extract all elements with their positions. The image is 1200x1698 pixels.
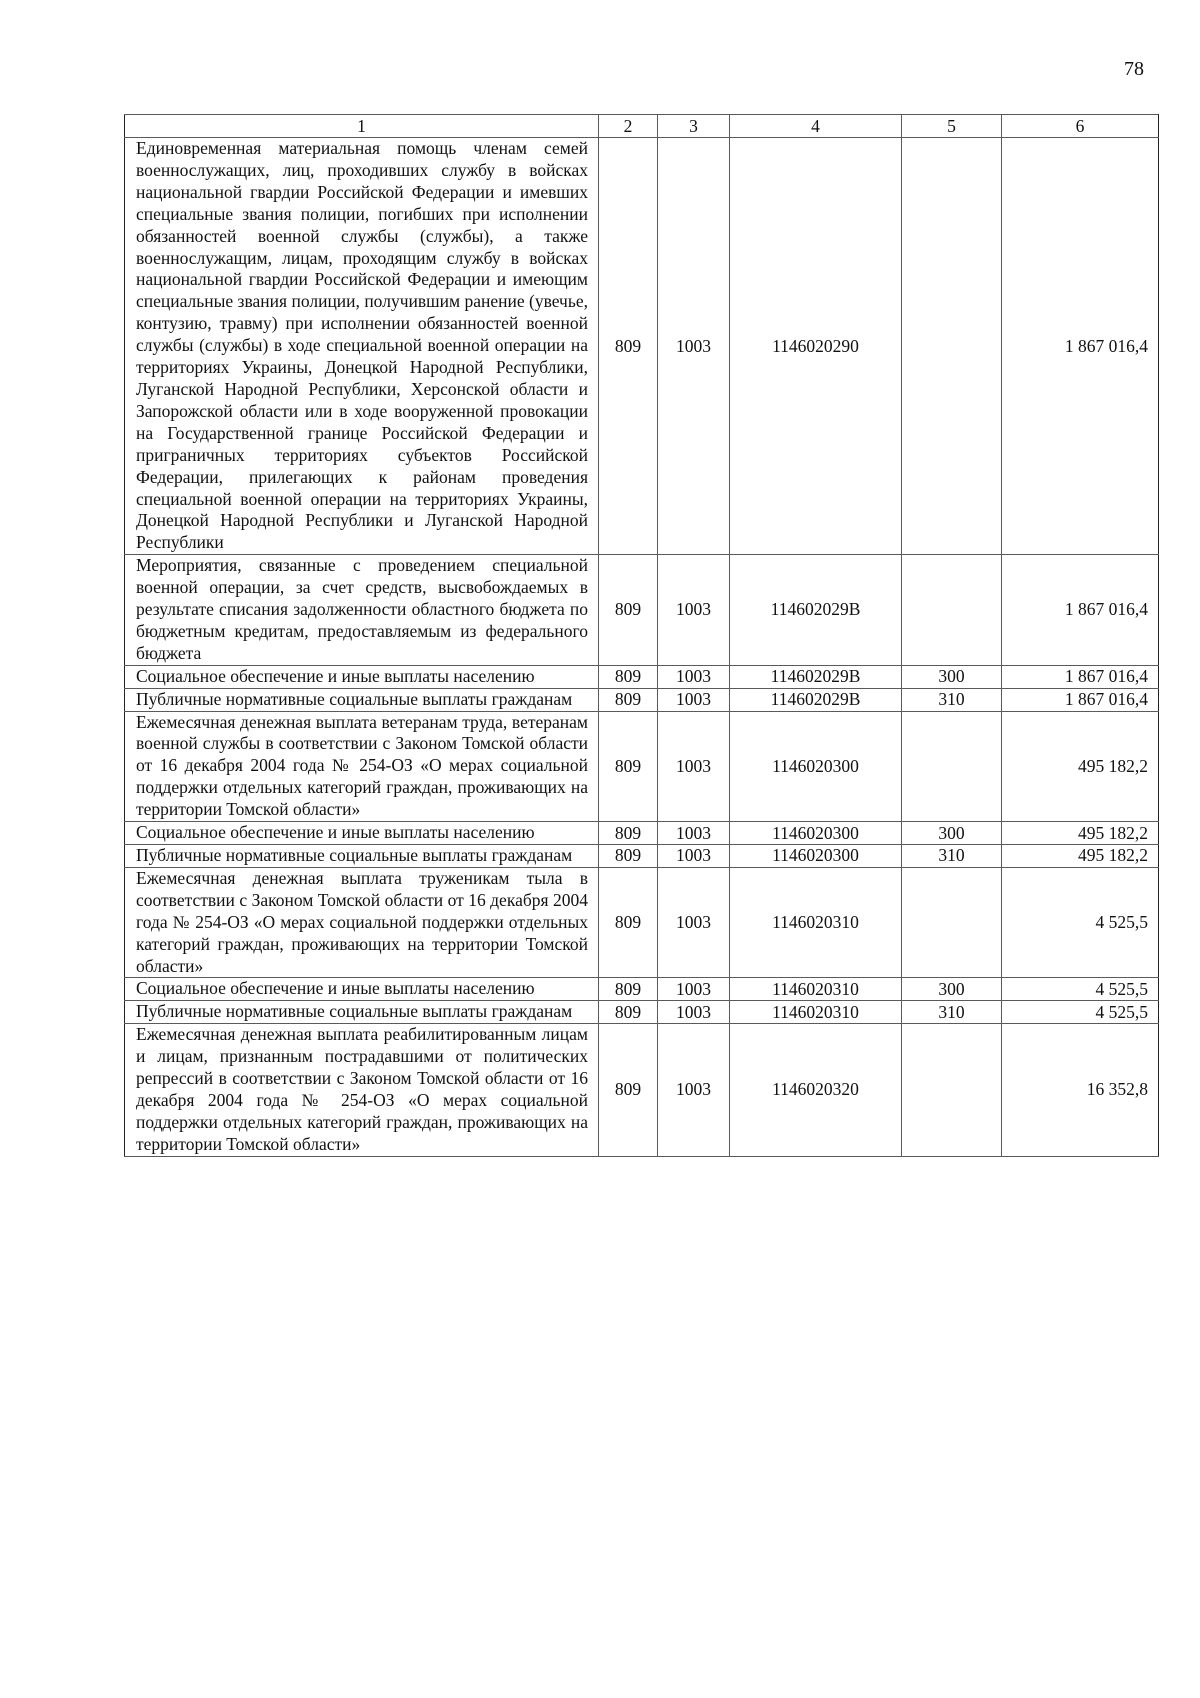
row-amount: 495 182,2 — [1002, 822, 1159, 845]
row-code-1003: 1003 — [658, 688, 730, 711]
header-cell-6: 6 — [1002, 115, 1159, 138]
table-row — [125, 1001, 1159, 1024]
row-target-code: 1146020320 — [730, 1024, 902, 1156]
row-code-1003: 1003 — [658, 845, 730, 868]
row-target-code: 114602029В — [730, 665, 902, 688]
row-expense-type: 310 — [902, 1001, 1002, 1024]
page-number: 78 — [1124, 58, 1144, 80]
row-code-809: 809 — [599, 978, 658, 1001]
row-amount: 4 525,5 — [1002, 978, 1159, 1001]
row-target-code: 1146020310 — [730, 1001, 902, 1024]
row-code-809: 809 — [599, 711, 658, 822]
row-code-809: 809 — [599, 138, 658, 555]
row-description: Ежемесячная денежная выплата ветеранам труда, ветеранам военной службы в соответствии с Законом Томской области от 16 декабря 2004 года № 254-ОЗ «О мерах социальной поддержки отдельных категорий граждан, проживающих на территории Томской области» — [125, 711, 599, 822]
row-expense-type: 300 — [902, 978, 1002, 1001]
row-description: Ежемесячная денежная выплата реабилитированным лицам и лицам, признанным пострадавшими от политических репрессий в соответствии с Законом Томской области от 16 декабря 2004 года № 254-ОЗ «О мерах социальной поддержки отдельных категорий граждан, проживающих на территории Томской области» — [125, 1024, 599, 1156]
row-code-809: 809 — [599, 665, 658, 688]
row-description: Мероприятия, связанные с проведением специальной военной операции, за счет средств, высвобождаемых в результате списания задолженности областного бюджета по бюджетным кредитам, предоставляемым из федерального бюджета — [125, 555, 599, 666]
row-description: Публичные нормативные социальные выплаты гражданам — [125, 688, 599, 711]
row-description: Единовременная материальная помощь членам семей военнослужащих, лиц, проходивших службу в войсках национальной гвардии Российской Федерации и имевших специальные звания полиции, погибших при исполнении обязанностей военной службы (службы), а также военнослужащим, лицам, проходящим службу в войсках национальной гвардии Российской Федерации и имеющим специальные звания полиции, получившим ранение (увечье, контузию, травму) при исполнении обязанностей военной службы (службы) в ходе специальной военной операции на территориях Украины, Донецкой Народной Республики, Луганской Народной Республики, Херсонской области и Запорожской области или в ходе вооруженной провокации на Государственной границе Российской Федерации и приграничных территориях субъектов Российской Федерации, прилегающих к районам проведения специальной военной операции на территориях Украины, Донецкой Народной Республики и Луганской Народной Республики — [125, 138, 599, 555]
budget-table — [124, 114, 1159, 1157]
header-cell-2: 2 — [599, 115, 658, 138]
row-code-809: 809 — [599, 688, 658, 711]
row-amount: 495 182,2 — [1002, 845, 1159, 868]
row-code-1003: 1003 — [658, 555, 730, 666]
row-amount: 4 525,5 — [1002, 867, 1159, 978]
row-description: Социальное обеспечение и иные выплаты населению — [125, 822, 599, 845]
row-code-1003: 1003 — [658, 1024, 730, 1156]
row-description: Публичные нормативные социальные выплаты гражданам — [125, 1001, 599, 1024]
header-cell-5: 5 — [902, 115, 1002, 138]
row-code-809: 809 — [599, 555, 658, 666]
row-code-809: 809 — [599, 1024, 658, 1156]
row-description: Социальное обеспечение и иные выплаты населению — [125, 978, 599, 1001]
header-cell-4: 4 — [730, 115, 902, 138]
row-expense-type: 300 — [902, 822, 1002, 845]
row-description: Публичные нормативные социальные выплаты гражданам — [125, 845, 599, 868]
row-expense-type — [902, 138, 1002, 555]
row-code-1003: 1003 — [658, 1001, 730, 1024]
table-row — [125, 665, 1159, 688]
row-amount: 495 182,2 — [1002, 711, 1159, 822]
row-target-code: 1146020300 — [730, 711, 902, 822]
table-row — [125, 1024, 1159, 1156]
row-description: Социальное обеспечение и иные выплаты населению — [125, 665, 599, 688]
row-expense-type — [902, 711, 1002, 822]
row-code-1003: 1003 — [658, 867, 730, 978]
row-target-code: 1146020300 — [730, 822, 902, 845]
row-target-code: 1146020310 — [730, 867, 902, 978]
header-cell-1: 1 — [125, 115, 599, 138]
table-row — [125, 822, 1159, 845]
table-row — [125, 688, 1159, 711]
row-amount: 1 867 016,4 — [1002, 665, 1159, 688]
row-amount: 1 867 016,4 — [1002, 555, 1159, 666]
row-target-code: 1146020310 — [730, 978, 902, 1001]
table-row — [125, 867, 1159, 978]
row-target-code: 1146020290 — [730, 138, 902, 555]
table-row — [125, 711, 1159, 822]
row-target-code: 114602029В — [730, 555, 902, 666]
row-code-1003: 1003 — [658, 822, 730, 845]
row-code-1003: 1003 — [658, 138, 730, 555]
budget-table-body — [125, 115, 1159, 1157]
table-header-row — [125, 115, 1159, 138]
row-code-1003: 1003 — [658, 978, 730, 1001]
row-code-809: 809 — [599, 867, 658, 978]
row-expense-type — [902, 1024, 1002, 1156]
row-expense-type: 310 — [902, 845, 1002, 868]
row-amount: 4 525,5 — [1002, 1001, 1159, 1024]
row-expense-type: 300 — [902, 665, 1002, 688]
table-row — [125, 555, 1159, 666]
row-expense-type — [902, 867, 1002, 978]
table-row — [125, 845, 1159, 868]
row-target-code: 1146020300 — [730, 845, 902, 868]
table-row — [125, 978, 1159, 1001]
row-description: Ежемесячная денежная выплата труженикам тыла в соответствии с Законом Томской области от 16 декабря 2004 года № 254-ОЗ «О мерах социальной поддержки отдельных категорий граждан, проживающих на территории Томской области» — [125, 867, 599, 978]
row-expense-type — [902, 555, 1002, 666]
row-target-code: 114602029В — [730, 688, 902, 711]
table-row — [125, 138, 1159, 555]
row-code-809: 809 — [599, 822, 658, 845]
header-cell-3: 3 — [658, 115, 730, 138]
row-code-809: 809 — [599, 1001, 658, 1024]
row-code-1003: 1003 — [658, 711, 730, 822]
row-code-1003: 1003 — [658, 665, 730, 688]
row-amount: 1 867 016,4 — [1002, 138, 1159, 555]
row-amount: 16 352,8 — [1002, 1024, 1159, 1156]
row-amount: 1 867 016,4 — [1002, 688, 1159, 711]
row-expense-type: 310 — [902, 688, 1002, 711]
row-code-809: 809 — [599, 845, 658, 868]
